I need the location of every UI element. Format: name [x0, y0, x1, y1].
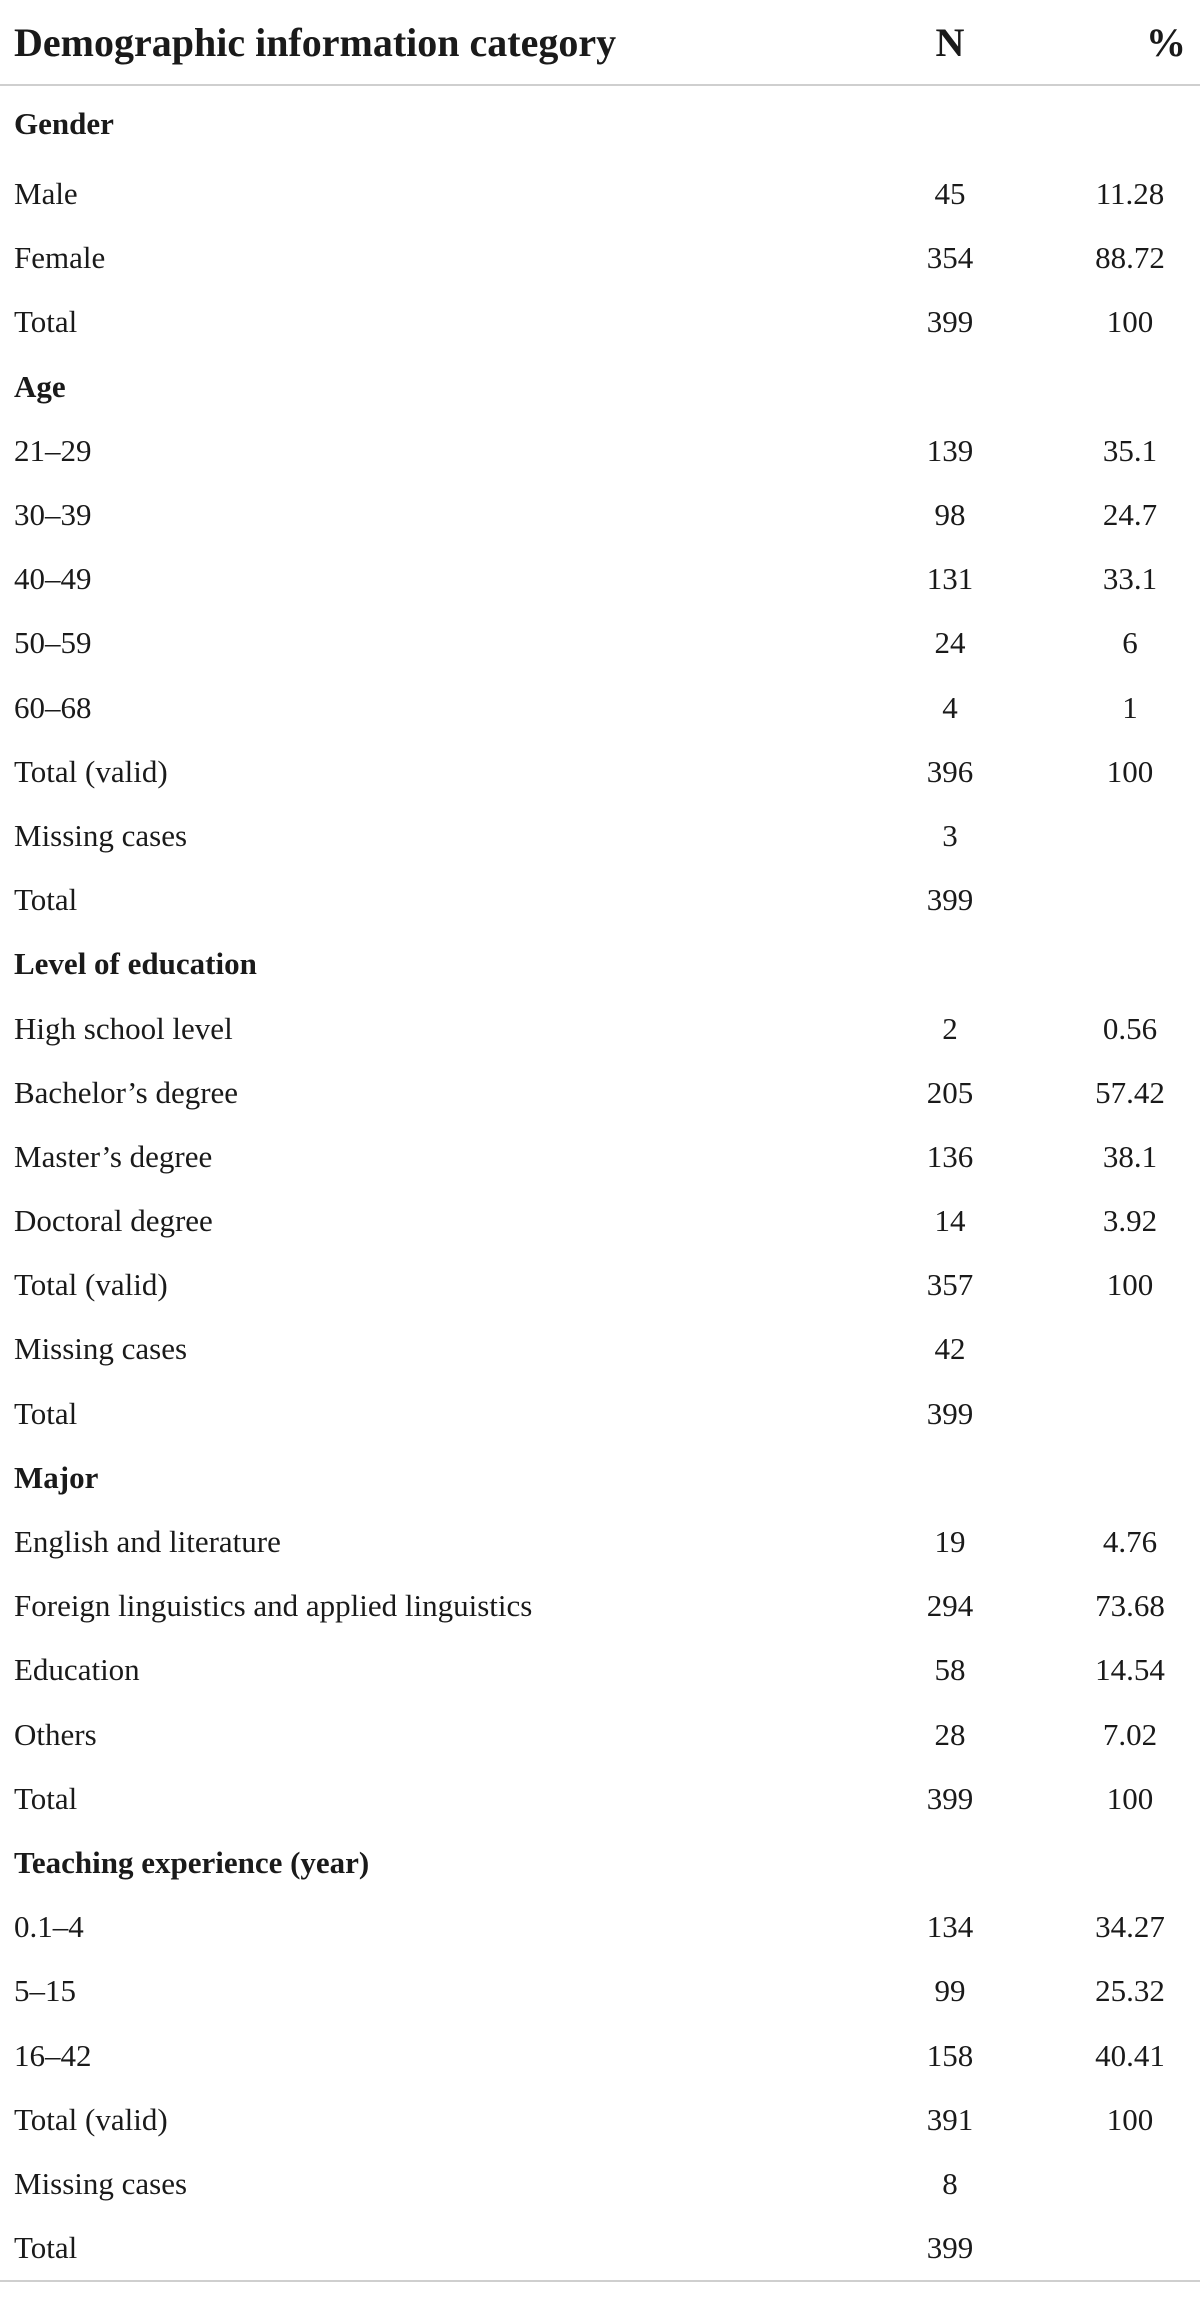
row-label: Bachelor’s degree — [14, 1074, 239, 1110]
row-label: 16–42 — [14, 2037, 92, 2073]
row-percent-value: 24.7 — [1102, 497, 1158, 533]
row-percent-value: 1 — [1122, 689, 1138, 725]
row-percent-value: 0.56 — [1102, 1010, 1158, 1046]
row-label: Male — [14, 176, 78, 212]
row-percent-cell — [1045, 676, 1200, 740]
header-category: Demographic information category — [0, 0, 760, 85]
table-row — [0, 547, 1200, 611]
row-n-value: 99 — [934, 1973, 966, 2009]
row-n-value: 24 — [934, 625, 966, 661]
table-row — [0, 1382, 1200, 1446]
group-header-row — [0, 932, 1200, 996]
row-n-value: 58 — [934, 1652, 966, 1688]
group-header-row — [0, 1831, 1200, 1895]
row-n-value: 391 — [926, 2101, 974, 2137]
row-label: High school level — [14, 1010, 233, 1046]
row-percent-cell — [1045, 1895, 1200, 1959]
row-n-value: 399 — [926, 1780, 974, 1816]
row-n-value: 205 — [926, 1074, 974, 1110]
group-header-row — [0, 1446, 1200, 1510]
table-row — [0, 1510, 1200, 1574]
row-label: 60–68 — [14, 689, 92, 725]
table-row — [0, 868, 1200, 932]
row-label: English and literature — [14, 1524, 281, 1560]
row-n-value: 354 — [926, 240, 974, 276]
row-percent-cell — [1045, 1638, 1200, 1702]
row-n-value: 399 — [926, 882, 974, 918]
row-percent-cell — [1045, 1831, 1200, 1895]
row-label: Total — [0, 2216, 760, 2281]
row-percent-value: 3.92 — [1102, 1203, 1158, 1239]
table-row — [0, 290, 1200, 354]
table-row — [0, 1061, 1200, 1125]
row-n-value: 399 — [926, 304, 974, 340]
row-percent-value: 100 — [1106, 304, 1154, 340]
row-percent-cell — [1045, 1510, 1200, 1574]
row-percent-cell — [1045, 290, 1200, 354]
group-header-row — [0, 85, 1200, 162]
row-label: Total — [14, 882, 78, 918]
row-n-value — [760, 1446, 1045, 1510]
row-n-value: 357 — [926, 1267, 974, 1303]
row-label: Foreign linguistics and applied linguistics — [14, 1588, 533, 1624]
table-row — [0, 1767, 1200, 1831]
row-label: Missing cases — [14, 817, 188, 853]
row-n-value: 294 — [926, 1588, 974, 1624]
row-percent-cell — [1045, 1189, 1200, 1253]
row-percent-cell — [1045, 1767, 1200, 1831]
row-percent-cell — [1045, 1253, 1200, 1317]
row-percent-cell — [1045, 2023, 1200, 2087]
table-row — [0, 1959, 1200, 2023]
row-percent-value: 11.28 — [1095, 176, 1165, 212]
row-percent-value: 14.54 — [1095, 1652, 1165, 1688]
table-row — [0, 804, 1200, 868]
row-label: Total — [14, 1395, 78, 1431]
row-label: 21–29 — [14, 432, 92, 468]
row-label: 30–39 — [14, 497, 92, 533]
row-label: Master’s degree — [14, 1138, 213, 1174]
table-row — [0, 1125, 1200, 1189]
row-percent-cell — [1045, 611, 1200, 675]
group-label: Level of education — [14, 946, 257, 982]
table-row — [0, 676, 1200, 740]
row-label: 50–59 — [14, 625, 92, 661]
row-percent-cell — [1045, 85, 1200, 162]
row-n-value: 396 — [926, 753, 974, 789]
row-percent-value: 7.02 — [1102, 1716, 1158, 1752]
header-n: N — [760, 0, 1045, 85]
row-n-value — [760, 355, 1045, 419]
row-percent-cell — [1045, 1317, 1200, 1381]
row-percent-cell — [1045, 547, 1200, 611]
row-label: Total — [14, 304, 78, 340]
header-percent: % — [1045, 0, 1200, 85]
row-label: Total — [14, 1780, 78, 1816]
group-label: Teaching experience (year) — [14, 1844, 370, 1880]
row-label: Education — [14, 1652, 140, 1688]
row-n-value: 4 — [942, 689, 958, 725]
row-label: 5–15 — [14, 1973, 76, 2009]
row-n-value: 28 — [934, 1716, 966, 1752]
row-label: Missing cases — [14, 2165, 188, 2201]
row-percent-value: 6 — [1122, 625, 1138, 661]
row-percent-value: 34.27 — [1095, 1909, 1165, 1945]
header-row — [0, 0, 1200, 85]
row-percent-value: 25.32 — [1095, 1973, 1165, 2009]
group-label: Age — [14, 368, 66, 404]
row-percent-value: 33.1 — [1102, 561, 1158, 597]
row-percent-value: 57.42 — [1095, 1074, 1165, 1110]
row-n-value: 45 — [934, 176, 966, 212]
table-row — [0, 1574, 1200, 1638]
row-percent-cell — [1045, 483, 1200, 547]
row-percent-value: 73.68 — [1095, 1588, 1165, 1624]
row-label: 40–49 — [14, 561, 92, 597]
row-percent-value: 100 — [1106, 1780, 1154, 1816]
row-percent-cell — [1045, 2152, 1200, 2216]
row-n-value: 19 — [934, 1524, 966, 1560]
row-label: Female — [14, 240, 106, 276]
row-percent-cell — [1045, 226, 1200, 290]
row-percent-cell — [1045, 2088, 1200, 2152]
row-percent-cell — [1045, 804, 1200, 868]
row-percent-value: 100 — [1106, 2101, 1154, 2137]
table-row — [0, 1703, 1200, 1767]
table-row — [0, 1895, 1200, 1959]
row-n-value: 98 — [934, 497, 966, 533]
row-percent-value: 40.41 — [1095, 2037, 1165, 2073]
table-row — [0, 1317, 1200, 1381]
table-row — [0, 996, 1200, 1060]
row-label: Total (valid) — [14, 753, 168, 789]
row-percent-cell — [1045, 1382, 1200, 1446]
table-row — [0, 2023, 1200, 2087]
row-percent-value: 38.1 — [1102, 1138, 1158, 1174]
table-row — [0, 1638, 1200, 1702]
table-body — [0, 85, 1200, 2281]
row-percent-cell — [1045, 419, 1200, 483]
row-n-value: 134 — [926, 1909, 974, 1945]
row-percent-cell — [1045, 2216, 1200, 2281]
row-percent-cell — [1045, 1574, 1200, 1638]
row-percent-cell — [1045, 355, 1200, 419]
row-n-value: 158 — [926, 2037, 974, 2073]
table-row — [0, 2152, 1200, 2216]
row-percent-cell — [1045, 1125, 1200, 1189]
row-n-value — [760, 932, 1045, 996]
row-label: Others — [14, 1716, 97, 1752]
row-percent-value: 88.72 — [1095, 240, 1165, 276]
row-percent-cell — [1045, 162, 1200, 226]
row-label: Total (valid) — [14, 1267, 168, 1303]
row-percent-value: 35.1 — [1102, 432, 1158, 468]
row-n-value: 139 — [926, 432, 974, 468]
table-row — [0, 2088, 1200, 2152]
group-label: Gender — [14, 106, 114, 141]
table-row — [0, 162, 1200, 226]
table-row — [0, 226, 1200, 290]
table-row — [0, 483, 1200, 547]
row-n-value: 3 — [942, 817, 958, 853]
row-n-value — [760, 85, 1045, 162]
row-percent-cell — [1045, 996, 1200, 1060]
row-percent-cell — [1045, 1703, 1200, 1767]
row-n-value: 399 — [760, 2216, 1045, 2281]
row-n-value: 2 — [942, 1010, 958, 1046]
table-row — [0, 740, 1200, 804]
row-label: Missing cases — [14, 1331, 188, 1367]
table-row — [0, 1253, 1200, 1317]
table-row — [0, 2216, 1200, 2281]
table-row — [0, 611, 1200, 675]
group-label: Major — [14, 1459, 99, 1495]
table-row — [0, 1189, 1200, 1253]
row-percent-cell — [1045, 740, 1200, 804]
group-header-row — [0, 355, 1200, 419]
row-percent-value: 100 — [1106, 1267, 1154, 1303]
row-n-value: 136 — [926, 1138, 974, 1174]
row-n-value: 14 — [934, 1203, 966, 1239]
table-row — [0, 419, 1200, 483]
row-percent-cell — [1045, 868, 1200, 932]
row-label: 0.1–4 — [14, 1909, 84, 1945]
row-label: Total (valid) — [14, 2101, 168, 2137]
row-percent-value: 100 — [1106, 753, 1154, 789]
row-percent-cell — [1045, 1446, 1200, 1510]
table-header — [0, 0, 1200, 85]
row-n-value: 42 — [934, 1331, 966, 1367]
row-percent-cell — [1045, 1061, 1200, 1125]
row-label: Doctoral degree — [14, 1203, 213, 1239]
row-n-value: 8 — [942, 2165, 958, 2201]
row-percent-value: 4.76 — [1102, 1524, 1158, 1560]
row-percent-cell — [1045, 932, 1200, 996]
row-n-value: 131 — [926, 561, 974, 597]
row-n-value — [760, 1831, 1045, 1895]
row-percent-cell — [1045, 1959, 1200, 2023]
row-n-value: 399 — [926, 1395, 974, 1431]
